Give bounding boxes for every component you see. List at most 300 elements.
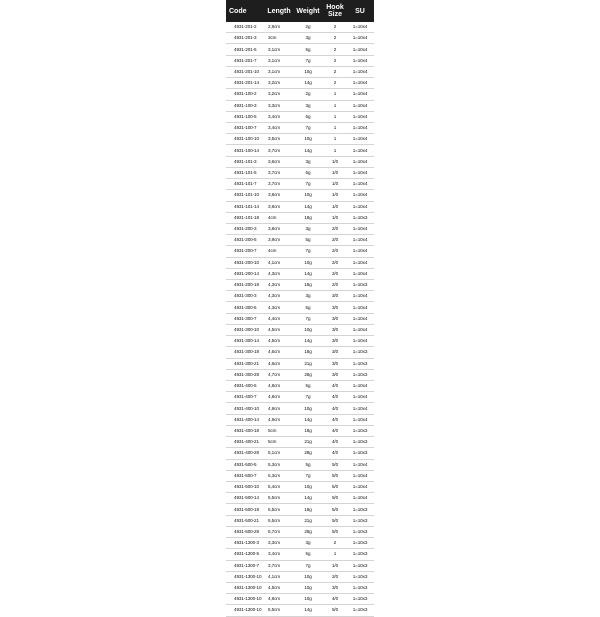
cell-weight: 3g	[292, 33, 324, 44]
cell-su: 1=10x4	[346, 66, 374, 77]
cell-length: 3,1cm	[266, 55, 292, 66]
cell-hook-size: 2/0	[324, 257, 346, 268]
table-row	[226, 571, 374, 582]
table-row	[226, 55, 374, 66]
cell-su: 1=10x3	[346, 504, 374, 515]
cell-length: 3,4cm	[266, 122, 292, 133]
cell-weight: 10g	[292, 582, 324, 593]
cell-length: 3cm	[266, 33, 292, 44]
cell-weight: 21g	[292, 437, 324, 448]
cell-length: 3,2cm	[266, 89, 292, 100]
cell-code: 4931-201-2	[226, 22, 266, 33]
cell-length: 4,9cm	[266, 403, 292, 414]
cell-code: 4931-101-10	[226, 190, 266, 201]
cell-weight: 7g	[292, 392, 324, 403]
cell-su: 1=10x3	[346, 549, 374, 560]
cell-weight: 18g	[292, 212, 324, 223]
cell-code: 4931-101-7	[226, 179, 266, 190]
cell-su: 1=10x3	[346, 358, 374, 369]
cell-su: 1=10x3	[346, 605, 374, 616]
table-row	[226, 33, 374, 44]
cell-code: 4931-500-10	[226, 481, 266, 492]
cell-hook-size: 5/0	[324, 459, 346, 470]
cell-length: 4cm	[266, 212, 292, 223]
cell-length: 3,7cm	[266, 167, 292, 178]
cell-code: 4931-1300-5	[226, 549, 266, 560]
table-row	[226, 100, 374, 111]
cell-su: 1=10x4	[346, 459, 374, 470]
cell-length: 5,5cm	[266, 605, 292, 616]
cell-code: 4931-100-2	[226, 89, 266, 100]
cell-length: 5,1cm	[266, 448, 292, 459]
cell-length: 4,5cm	[266, 324, 292, 335]
cell-length: 4,1cm	[266, 257, 292, 268]
cell-code: 4931-201-3	[226, 33, 266, 44]
cell-su: 1=10x4	[346, 33, 374, 44]
cell-su: 1=10x4	[346, 481, 374, 492]
cell-hook-size: 3/0	[324, 582, 346, 593]
cell-length: 3,6cm	[266, 156, 292, 167]
table-row	[226, 89, 374, 100]
cell-length: 5,3cm	[266, 470, 292, 481]
cell-length: 3,2cm	[266, 78, 292, 89]
cell-hook-size: 1/0	[324, 201, 346, 212]
cell-hook-size: 2/0	[324, 280, 346, 291]
cell-hook-size: 1	[324, 111, 346, 122]
cell-su: 1=10x3	[346, 594, 374, 605]
cell-code: 4931-400-28	[226, 448, 266, 459]
cell-hook-size: 5/0	[324, 605, 346, 616]
table-row	[226, 66, 374, 77]
cell-weight: 18g	[292, 504, 324, 515]
cell-code: 4931-300-18	[226, 347, 266, 358]
cell-length: 3,7cm	[266, 560, 292, 571]
cell-code: 4931-200-3	[226, 223, 266, 234]
cell-hook-size: 5/0	[324, 481, 346, 492]
cell-code: 4931-400-5	[226, 381, 266, 392]
cell-weight: 14g	[292, 336, 324, 347]
cell-length: 4,3cm	[266, 280, 292, 291]
cell-code: 4931-300-14	[226, 336, 266, 347]
cell-su: 1=10x4	[346, 134, 374, 145]
cell-su: 1=10x4	[346, 100, 374, 111]
cell-code: 4931-100-14	[226, 145, 266, 156]
cell-hook-size: 5/0	[324, 515, 346, 526]
cell-hook-size: 5/0	[324, 504, 346, 515]
table-row	[226, 179, 374, 190]
cell-length: 2,9cm	[266, 22, 292, 33]
cell-weight: 7g	[292, 246, 324, 257]
cell-weight: 7g	[292, 122, 324, 133]
cell-code: 4931-400-10	[226, 403, 266, 414]
cell-su: 1=10x4	[346, 89, 374, 100]
cell-hook-size: 2/0	[324, 571, 346, 582]
table-row	[226, 167, 374, 178]
cell-code: 4931-100-7	[226, 122, 266, 133]
cell-weight: 18g	[292, 347, 324, 358]
cell-weight: 10g	[292, 134, 324, 145]
cell-length: 3,1cm	[266, 66, 292, 77]
cell-hook-size: 2	[324, 33, 346, 44]
table-row	[226, 111, 374, 122]
table-row	[226, 223, 374, 234]
cell-hook-size: 1	[324, 145, 346, 156]
cell-code: 4931-400-14	[226, 414, 266, 425]
table-row	[226, 538, 374, 549]
cell-code: 4931-1300-3	[226, 538, 266, 549]
cell-code: 4931-101-3	[226, 156, 266, 167]
table-row	[226, 280, 374, 291]
table-row	[226, 493, 374, 504]
cell-weight: 5g	[292, 302, 324, 313]
cell-length: 4,4cm	[266, 313, 292, 324]
cell-weight: 14g	[292, 145, 324, 156]
cell-su: 1=10x4	[346, 122, 374, 133]
cell-su: 1=10x3	[346, 582, 374, 593]
table-row	[226, 246, 374, 257]
cell-su: 1=10x4	[346, 324, 374, 335]
cell-weight: 28g	[292, 526, 324, 537]
cell-weight: 14g	[292, 493, 324, 504]
cell-hook-size: 1/0	[324, 560, 346, 571]
table-row	[226, 369, 374, 380]
cell-length: 3,8cm	[266, 223, 292, 234]
cell-code: 4931-100-5	[226, 111, 266, 122]
cell-code: 4931-100-10	[226, 134, 266, 145]
table-row	[226, 302, 374, 313]
cell-hook-size: 4/0	[324, 594, 346, 605]
cell-code: 4931-201-5	[226, 44, 266, 55]
cell-su: 1=10x4	[346, 302, 374, 313]
cell-weight: 10g	[292, 481, 324, 492]
cell-su: 1=10x3	[346, 347, 374, 358]
cell-su: 1=10x4	[346, 55, 374, 66]
cell-weight: 5g	[292, 44, 324, 55]
cell-code: 4931-500-14	[226, 493, 266, 504]
cell-length: 4,7cm	[266, 369, 292, 380]
cell-su: 1=10x4	[346, 78, 374, 89]
cell-length: 4,6cm	[266, 358, 292, 369]
cell-su: 1=10x3	[346, 515, 374, 526]
cell-su: 1=10x4	[346, 493, 374, 504]
cell-code: 4931-101-14	[226, 201, 266, 212]
cell-length: 4,3cm	[266, 291, 292, 302]
cell-su: 1=10x4	[346, 167, 374, 178]
cell-code: 4931-201-10	[226, 66, 266, 77]
table-row	[226, 515, 374, 526]
cell-length: 3,4cm	[266, 549, 292, 560]
cell-weight: 3g	[292, 538, 324, 549]
cell-length: 5cm	[266, 425, 292, 436]
cell-code: 4931-1300-7	[226, 560, 266, 571]
cell-length: 5,5cm	[266, 493, 292, 504]
cell-su: 1=10x4	[346, 414, 374, 425]
cell-su: 1=10x4	[346, 223, 374, 234]
cell-length: 4,3cm	[266, 268, 292, 279]
cell-weight: 14g	[292, 605, 324, 616]
cell-hook-size: 4/0	[324, 381, 346, 392]
table-row	[226, 605, 374, 616]
cell-hook-size: 2/0	[324, 235, 346, 246]
cell-weight: 21g	[292, 515, 324, 526]
cell-length: 4,9cm	[266, 414, 292, 425]
cell-code: 4931-500-18	[226, 504, 266, 515]
cell-weight: 3g	[292, 100, 324, 111]
cell-hook-size: 2	[324, 66, 346, 77]
cell-weight: 5g	[292, 459, 324, 470]
cell-su: 1=10x4	[346, 44, 374, 55]
cell-su: 1=10x4	[346, 381, 374, 392]
cell-weight: 5g	[292, 381, 324, 392]
cell-weight: 2g	[292, 89, 324, 100]
cell-weight: 28g	[292, 448, 324, 459]
cell-code: 4931-101-18	[226, 212, 266, 223]
table-row	[226, 134, 374, 145]
cell-hook-size: 2	[324, 538, 346, 549]
cell-length: 4,6cm	[266, 347, 292, 358]
cell-weight: 5g	[292, 549, 324, 560]
table-row	[226, 156, 374, 167]
cell-hook-size: 1	[324, 134, 346, 145]
cell-length: 5,5cm	[266, 504, 292, 515]
table-row	[226, 414, 374, 425]
cell-weight: 5g	[292, 235, 324, 246]
cell-weight: 14g	[292, 78, 324, 89]
cell-length: 4,8cm	[266, 392, 292, 403]
cell-weight: 7g	[292, 55, 324, 66]
table-row	[226, 560, 374, 571]
cell-su: 1=10x3	[346, 212, 374, 223]
cell-weight: 10g	[292, 571, 324, 582]
cell-length: 4cm	[266, 246, 292, 257]
table-row	[226, 313, 374, 324]
header-row	[226, 0, 374, 22]
cell-weight: 3g	[292, 291, 324, 302]
cell-hook-size: 3/0	[324, 358, 346, 369]
cell-weight: 18g	[292, 280, 324, 291]
cell-su: 1=10x4	[346, 179, 374, 190]
cell-weight: 7g	[292, 313, 324, 324]
cell-hook-size: 2/0	[324, 268, 346, 279]
cell-hook-size: 1/0	[324, 179, 346, 190]
table-row	[226, 594, 374, 605]
cell-code: 4931-100-3	[226, 100, 266, 111]
cell-code: 4931-500-5	[226, 459, 266, 470]
cell-hook-size: 3/0	[324, 324, 346, 335]
cell-hook-size: 3/0	[324, 302, 346, 313]
cell-weight: 14g	[292, 268, 324, 279]
table-row	[226, 235, 374, 246]
cell-hook-size: 1/0	[324, 212, 346, 223]
table-row	[226, 201, 374, 212]
cell-code: 4931-200-10	[226, 257, 266, 268]
cell-hook-size: 4/0	[324, 437, 346, 448]
cell-length: 4,5cm	[266, 582, 292, 593]
cell-length: 5,4cm	[266, 481, 292, 492]
table-row	[226, 403, 374, 414]
cell-code: 4931-400-7	[226, 392, 266, 403]
cell-weight: 14g	[292, 201, 324, 212]
cell-length: 3,3cm	[266, 100, 292, 111]
table-row	[226, 212, 374, 223]
cell-su: 1=10x3	[346, 538, 374, 549]
cell-hook-size: 1/0	[324, 156, 346, 167]
cell-hook-size: 1	[324, 122, 346, 133]
cell-su: 1=10x3	[346, 369, 374, 380]
cell-code: 4931-500-28	[226, 526, 266, 537]
cell-su: 1=10x4	[346, 111, 374, 122]
cell-code: 4931-300-5	[226, 302, 266, 313]
cell-hook-size: 1/0	[324, 167, 346, 178]
cell-length: 3,1cm	[266, 44, 292, 55]
cell-code: 4931-201-14	[226, 78, 266, 89]
cell-su: 1=10x3	[346, 560, 374, 571]
header-hook-size-line2: Size	[327, 11, 342, 18]
table-row	[226, 526, 374, 537]
cell-code: 4931-400-18	[226, 425, 266, 436]
cell-length: 3,7cm	[266, 145, 292, 156]
cell-length: 5,5cm	[266, 515, 292, 526]
cell-su: 1=10x4	[346, 336, 374, 347]
cell-su: 1=10x3	[346, 280, 374, 291]
cell-code: 4931-300-3	[226, 291, 266, 302]
cell-length: 3,9cm	[266, 201, 292, 212]
cell-hook-size: 4/0	[324, 403, 346, 414]
cell-hook-size: 3/0	[324, 369, 346, 380]
header-weight: Weight	[292, 0, 324, 22]
cell-su: 1=10x3	[346, 571, 374, 582]
table-row	[226, 257, 374, 268]
table-row	[226, 324, 374, 335]
cell-code: 4931-300-7	[226, 313, 266, 324]
cell-hook-size: 2	[324, 78, 346, 89]
cell-hook-size: 2/0	[324, 223, 346, 234]
cell-weight: 3g	[292, 223, 324, 234]
cell-code: 4931-200-5	[226, 235, 266, 246]
cell-su: 1=10x3	[346, 425, 374, 436]
cell-su: 1=10x4	[346, 470, 374, 481]
cell-hook-size: 3/0	[324, 347, 346, 358]
table-row	[226, 448, 374, 459]
table-row	[226, 549, 374, 560]
cell-hook-size: 5/0	[324, 470, 346, 481]
cell-length: 3,8cm	[266, 190, 292, 201]
cell-code: 4931-200-7	[226, 246, 266, 257]
cell-weight: 10g	[292, 403, 324, 414]
cell-code: 4931-201-7	[226, 55, 266, 66]
cell-weight: 14g	[292, 414, 324, 425]
cell-hook-size: 3/0	[324, 291, 346, 302]
table-row	[226, 145, 374, 156]
cell-hook-size: 2	[324, 22, 346, 33]
cell-code: 4931-300-10	[226, 324, 266, 335]
product-spec-table-container	[226, 0, 374, 613]
cell-hook-size: 4/0	[324, 414, 346, 425]
cell-hook-size: 4/0	[324, 392, 346, 403]
cell-su: 1=10x4	[346, 156, 374, 167]
header-su: SU	[346, 0, 374, 22]
table-row	[226, 470, 374, 481]
cell-su: 1=10x4	[346, 22, 374, 33]
table-row	[226, 481, 374, 492]
cell-length: 4,5cm	[266, 336, 292, 347]
header-hook-size-line1: Hook	[326, 4, 344, 11]
cell-length: 5cm	[266, 437, 292, 448]
table-row	[226, 22, 374, 33]
cell-hook-size: 1/0	[324, 190, 346, 201]
cell-code: 4931-1300-10	[226, 571, 266, 582]
cell-length: 3,5cm	[266, 134, 292, 145]
cell-su: 1=10x4	[346, 403, 374, 414]
cell-length: 4,9cm	[266, 594, 292, 605]
cell-code: 4931-500-21	[226, 515, 266, 526]
cell-weight: 5g	[292, 111, 324, 122]
cell-su: 1=10x4	[346, 235, 374, 246]
cell-weight: 7g	[292, 470, 324, 481]
table-body	[226, 22, 374, 616]
cell-hook-size: 4/0	[324, 448, 346, 459]
cell-hook-size: 4/0	[324, 425, 346, 436]
table-row	[226, 268, 374, 279]
cell-length: 3,3cm	[266, 538, 292, 549]
cell-su: 1=10x4	[346, 268, 374, 279]
cell-weight: 7g	[292, 179, 324, 190]
table-row	[226, 190, 374, 201]
table-row	[226, 392, 374, 403]
cell-code: 4931-101-5	[226, 167, 266, 178]
cell-weight: 3g	[292, 156, 324, 167]
table-row	[226, 504, 374, 515]
cell-weight: 7g	[292, 560, 324, 571]
cell-su: 1=10x3	[346, 448, 374, 459]
cell-su: 1=10x3	[346, 437, 374, 448]
table-row	[226, 459, 374, 470]
cell-length: 3,4cm	[266, 111, 292, 122]
header-code: Code	[226, 0, 266, 22]
cell-code: 4931-400-21	[226, 437, 266, 448]
cell-weight: 18g	[292, 425, 324, 436]
cell-code: 4931-300-21	[226, 358, 266, 369]
table-row	[226, 78, 374, 89]
cell-length: 3,7cm	[266, 179, 292, 190]
cell-weight: 5g	[292, 167, 324, 178]
table-row	[226, 582, 374, 593]
cell-length: 3,9cm	[266, 235, 292, 246]
cell-code: 4931-300-28	[226, 369, 266, 380]
cell-hook-size: 1	[324, 100, 346, 111]
cell-length: 4,3cm	[266, 302, 292, 313]
cell-weight: 2g	[292, 22, 324, 33]
table-row	[226, 358, 374, 369]
cell-code: 4931-1300-10	[226, 605, 266, 616]
table-row	[226, 381, 374, 392]
cell-length: 5,3cm	[266, 459, 292, 470]
cell-hook-size: 2	[324, 55, 346, 66]
cell-hook-size: 1	[324, 89, 346, 100]
cell-su: 1=10x4	[346, 201, 374, 212]
cell-code: 4931-1300-10	[226, 582, 266, 593]
cell-su: 1=10x3	[346, 526, 374, 537]
cell-weight: 10g	[292, 257, 324, 268]
cell-hook-size: 5/0	[324, 526, 346, 537]
table-header	[226, 0, 374, 22]
cell-code: 4931-500-7	[226, 470, 266, 481]
table-row	[226, 425, 374, 436]
cell-weight: 10g	[292, 66, 324, 77]
table-row	[226, 44, 374, 55]
table-row	[226, 336, 374, 347]
cell-weight: 21g	[292, 358, 324, 369]
